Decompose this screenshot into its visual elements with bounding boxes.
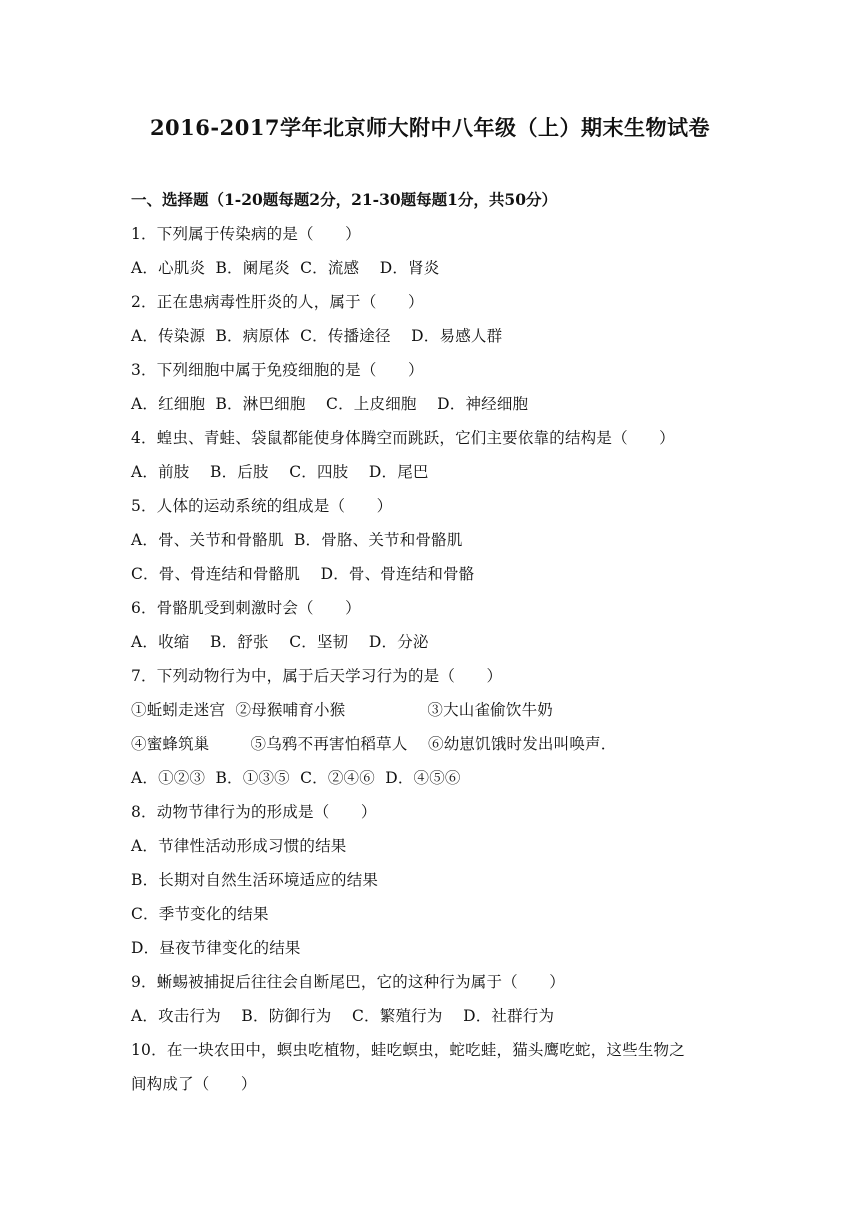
section-heading: 一、选择题（1-20题每题2分，21-30题每题1分，共50分） xyxy=(131,190,558,209)
question-8-stem: 8．动物节律行为的形成是（ ） xyxy=(131,803,377,821)
question-1-options: A．心肌炎 B．阑尾炎 C．流感 D．肾炎 xyxy=(131,259,440,277)
question-8-option-c: C．季节变化的结果 xyxy=(131,905,269,923)
question-3-options: A．红细胞 B．淋巴细胞 C．上皮细胞 D．神经细胞 xyxy=(131,395,529,413)
question-10-stem: 10．在一块农田中，螟虫吃植物，蛙吃螟虫，蛇吃蛙，猫头鹰吃蛇，这些生物之 xyxy=(131,1041,685,1059)
question-6-options: A．收缩 B．舒张 C．坚韧 D．分泌 xyxy=(131,633,429,651)
question-5-options-cd: C．骨、骨连结和骨骼肌 D．骨、骨连结和骨骼 xyxy=(131,565,475,583)
question-3-stem: 3．下列细胞中属于免疫细胞的是（ ） xyxy=(131,361,424,379)
question-7-items-b: ④蜜蜂筑巢 ⑤乌鸦不再害怕稻草人 ⑥幼崽饥饿时发出叫唤声． xyxy=(131,735,617,753)
question-8-option-a: A．节律性活动形成习惯的结果 xyxy=(131,837,347,855)
question-9-options: A．攻击行为 B．防御行为 C．繁殖行为 D．社群行为 xyxy=(131,1007,555,1025)
question-list xyxy=(131,222,751,1106)
question-5-options-ab: A．骨、关节和骨骼肌 B．骨胳、关节和骨骼肌 xyxy=(131,531,463,549)
question-1-stem: 1．下列属于传染病的是（ ） xyxy=(131,225,361,243)
question-10-stem-cont: 间构成了（ ） xyxy=(131,1075,257,1093)
question-4-stem: 4．蝗虫、青蛙、袋鼠都能使身体腾空而跳跃，它们主要依靠的结构是（ ） xyxy=(131,429,675,447)
question-2-options: A．传染源 B．病原体 C．传播途径 D．易感人群 xyxy=(131,327,503,345)
question-9-stem: 9．蜥蜴被捕捉后往往会自断尾巴，它的这种行为属于（ ） xyxy=(131,973,565,991)
question-7-options: A．①②③ B．①③⑤ C．②④⑥ D．④⑤⑥ xyxy=(131,769,461,787)
exam-title: 2016-2017学年北京师大附中八年级（上）期末生物试卷 xyxy=(149,115,711,140)
question-2-stem: 2．正在患病毒性肝炎的人，属于（ ） xyxy=(131,293,424,311)
question-8-option-d: D．昼夜节律变化的结果 xyxy=(131,939,301,957)
question-8-option-b: B．长期对自然生活环境适应的结果 xyxy=(131,871,379,889)
question-5-stem: 5．人体的运动系统的组成是（ ） xyxy=(131,497,393,515)
question-4-options: A．前肢 B．后肢 C．四肢 D．尾巴 xyxy=(131,463,429,481)
question-6-stem: 6．骨骼肌受到刺激时会（ ） xyxy=(131,599,361,617)
question-7-items-a: ①蚯蚓走迷宫 ②母猴哺育小猴 ③大山雀偷饮牛奶 xyxy=(131,701,553,719)
question-7-stem: 7．下列动物行为中，属于后天学习行为的是（ ） xyxy=(131,667,503,685)
